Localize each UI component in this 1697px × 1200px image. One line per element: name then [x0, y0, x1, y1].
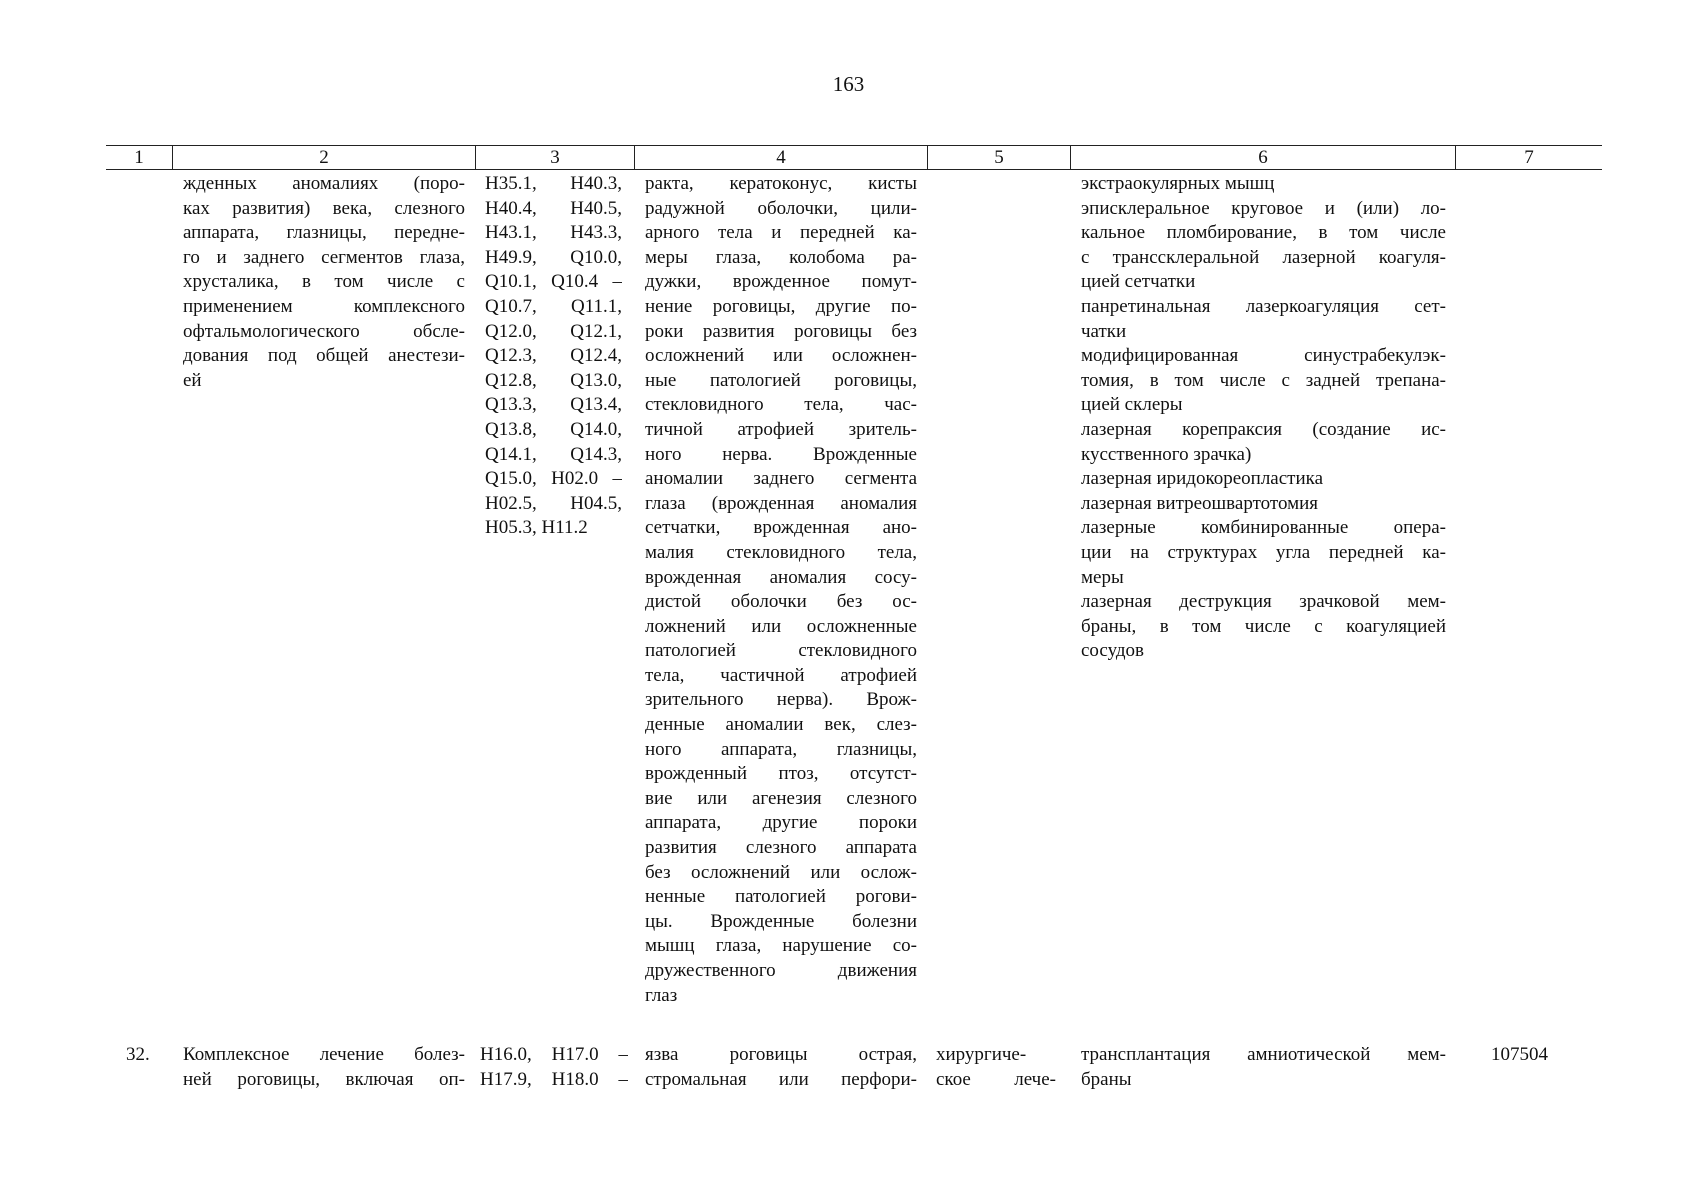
code-line: H35.1, H40.3, [485, 173, 622, 194]
code-line: H49.9, Q10.0, [485, 246, 622, 268]
text-line: офтальмологического обсле- [183, 320, 465, 342]
text-line: дистой оболочки без ос- [645, 591, 917, 613]
text-line: нение роговицы, другие по- [645, 295, 917, 317]
page-number: 163 [832, 72, 865, 96]
code-line: Q10.1, Q10.4 – [485, 271, 622, 293]
text-line: ках развития) века, слезного [183, 197, 465, 219]
code-line: H02.5, H04.5, [485, 492, 622, 514]
header-col-3: 3 [475, 146, 634, 169]
text-line: ции на структурах угла передней ка- [1081, 541, 1446, 563]
row-32-price: 107504 [1491, 1044, 1548, 1065]
text-line: патологией стекловидного [645, 640, 917, 662]
text-line: лазерная иридокореопластика [1081, 468, 1324, 490]
code-line: H16.0, H17.0 – [480, 1044, 628, 1065]
text-line: денные аномалии век, слез- [645, 714, 917, 736]
row-32-col6-text [1081, 1043, 1446, 1092]
text-line: цией сетчатки [1081, 271, 1196, 293]
text-line: стромальная или перфори- [645, 1068, 917, 1090]
text-line: панретинальная лазеркоагуляция сет- [1081, 295, 1446, 317]
text-line: цы. Врожденные болезни [645, 910, 917, 932]
text-line: браны, в том числе с коагуляцией [1081, 615, 1446, 637]
text-line: эписклеральное круговое и (или) ло- [1081, 197, 1446, 219]
text-line: сосудов [1081, 640, 1145, 662]
text-line: арного тела и передней ка- [645, 222, 917, 244]
cont-col4-text [645, 172, 917, 1008]
text-line: модифицированная синустрабекулэк- [1081, 345, 1446, 367]
text-line: тела, частичной атрофией [645, 664, 917, 686]
text-line: ракта, кератоконус, кисты [645, 173, 917, 194]
text-line: малия стекловидного тела, [645, 541, 917, 563]
code-line: Q12.8, Q13.0, [485, 369, 622, 391]
text-line: тичной атрофией зритель- [645, 418, 917, 440]
text-line: стекловидного тела, час- [645, 394, 917, 416]
text-line: ного аппарата, глазницы, [645, 738, 917, 760]
text-line: лазерная корепраксия (создание ис- [1081, 418, 1446, 440]
cont-col2-text [183, 172, 465, 393]
text-line: дования под общей анестези- [183, 345, 465, 367]
header-col-2: 2 [172, 146, 475, 169]
text-line: роки развития роговицы без [645, 320, 917, 342]
table-header-row [106, 145, 1602, 170]
text-line: лазерная витреошвартотомия [1081, 492, 1319, 514]
text-line: цией склеры [1081, 394, 1183, 416]
text-line: меры [1081, 566, 1124, 588]
code-line: H05.3, H11.2 [485, 517, 588, 539]
text-line: лазерная деструкция зрачковой мем- [1081, 591, 1446, 613]
text-line: кальное пломбирование, в том числе [1081, 222, 1446, 244]
text-line: осложнений или осложнен- [645, 345, 917, 367]
text-line: с транссклеральной лазерной коагуля- [1081, 246, 1446, 268]
text-line: ложнений или осложненные [645, 615, 917, 637]
text-line: развития слезного аппарата [645, 837, 917, 859]
text-line: глаза (врожденная аномалия [645, 492, 917, 514]
text-line: зрительного нерва). Врож- [645, 689, 917, 711]
text-line: го и заднего сегментов глаза, [183, 246, 465, 268]
text-line: Комплексное лечение болез- [183, 1044, 465, 1065]
text-line: сетчатки, врожденная ано- [645, 517, 917, 539]
text-line: чатки [1081, 320, 1127, 342]
cont-col3-codes [485, 172, 622, 541]
header-col-6: 6 [1070, 146, 1455, 169]
cont-col6-text [1081, 172, 1446, 664]
row-32-col2-text [183, 1043, 465, 1092]
row-32-number: 32. [126, 1044, 150, 1065]
text-line: ненные патологией рогови- [645, 886, 917, 908]
text-line: браны [1081, 1068, 1132, 1090]
text-line: ней роговицы, включая оп- [183, 1068, 465, 1090]
text-line: хирургиче- [936, 1044, 1027, 1065]
code-line: Q12.0, Q12.1, [485, 320, 622, 342]
header-col-4: 4 [634, 146, 927, 169]
text-line: язва роговицы острая, [645, 1044, 917, 1065]
text-line: ей [183, 369, 202, 391]
header-col-7: 7 [1455, 146, 1602, 169]
row-32-col3-codes [480, 1043, 628, 1092]
text-line: ское лече- [936, 1068, 1056, 1090]
text-line: хрусталика, в том числе с [183, 271, 465, 293]
text-line: без осложнений или ослож- [645, 861, 917, 883]
row-32-col5-text [936, 1043, 1056, 1092]
code-line: H17.9, H18.0 – [480, 1068, 628, 1090]
header-col-1: 1 [134, 147, 144, 168]
text-line: радужной оболочки, цили- [645, 197, 917, 219]
text-line: врожденная аномалия сосу- [645, 566, 917, 588]
code-line: Q13.3, Q13.4, [485, 394, 622, 416]
text-line: дружественного движения [645, 960, 917, 981]
text-line: аппарата, глазницы, передне- [183, 222, 465, 244]
text-line: меры глаза, колобома ра- [645, 246, 917, 268]
text-line: глаз [645, 984, 678, 1006]
code-line: H40.4, H40.5, [485, 197, 622, 219]
text-line: ного нерва. Врожденные [645, 443, 917, 465]
text-line: аппарата, другие пороки [645, 812, 917, 834]
row-32-col4-text [645, 1043, 917, 1092]
text-line: томия, в том числе с задней трепана- [1081, 369, 1446, 391]
text-line: вие или агенезия слезного [645, 787, 917, 809]
text-line: мышц глаза, нарушение со- [645, 935, 917, 957]
text-line: кусственного зрачка) [1081, 443, 1252, 465]
code-line: Q14.1, Q14.3, [485, 443, 622, 465]
text-line: врожденный птоз, отсутст- [645, 763, 917, 785]
text-line: лазерные комбинированные опера- [1081, 517, 1446, 539]
code-line: H43.1, H43.3, [485, 222, 622, 244]
text-line: применением комплексного [183, 295, 465, 317]
code-line: Q13.8, Q14.0, [485, 418, 622, 440]
code-line: Q15.0, H02.0 – [485, 468, 622, 490]
text-line: трансплантация амниотической мем- [1081, 1044, 1446, 1065]
text-line: экстраокулярных мышц [1081, 173, 1275, 194]
code-line: Q12.3, Q12.4, [485, 345, 622, 367]
text-line: аномалии заднего сегмента [645, 468, 917, 490]
text-line: жденных аномалиях (поро- [183, 173, 465, 194]
header-col-5: 5 [927, 146, 1070, 169]
text-line: дужки, врожденное помут- [645, 271, 917, 293]
code-line: Q10.7, Q11.1, [485, 295, 622, 317]
text-line: ные патологией роговицы, [645, 369, 917, 391]
